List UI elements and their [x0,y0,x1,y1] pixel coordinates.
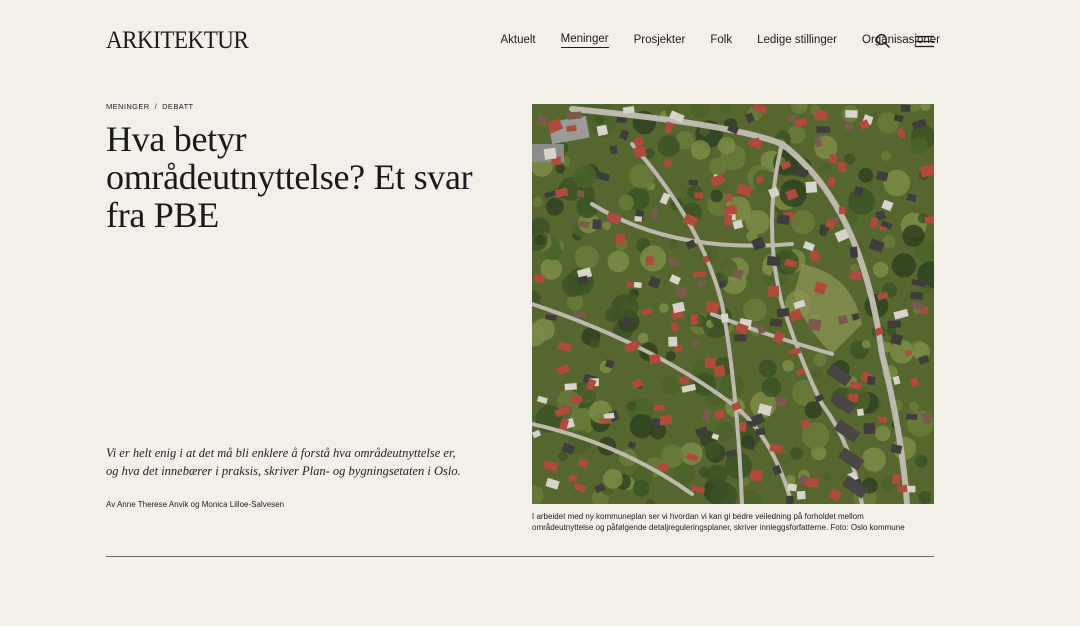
breadcrumb [106,102,194,111]
nav-item-ledige-stillinger[interactable]: Ledige stillinger [757,33,838,46]
nav-item-aktuelt[interactable]: Aktuelt [500,33,536,46]
aerial-photo-illustration [532,104,934,504]
site-logo[interactable]: ARKITEKTUR [106,27,249,54]
article-lead: Vi er helt enig i at det må bli enklere å forstå hva områdeutnyttelse er, og hva det innebærer i praksis, skriver Plan- og bygningsetaten i Oslo. [106,446,461,478]
article-aerial-photo [532,104,934,504]
breadcrumb-section[interactable]: MENINGER [106,102,150,111]
nav-item-meninger[interactable]: Meninger [561,33,609,48]
main-nav [475,33,940,48]
nav-item-folk[interactable]: Folk [710,33,733,46]
divider [106,556,934,557]
image-caption: I arbeidet med ny kommuneplan ser vi hvordan vi kan gi bedre veiledning på forholdet mellom områdeutnyttelse og påfølgende detaljreguleringsplaner, skriver innleggsforfatterne. Foto: Oslo kommune [532,512,905,532]
breadcrumb-separator: / [154,102,158,111]
breadcrumb-subsection[interactable]: DEBATT [162,102,194,111]
article-byline: Av Anne Therese Anvik og Monica Lilloe-Salvesen [106,500,285,509]
nav-item-organisasjoner[interactable]: Organisasjoner [862,33,940,46]
search-icon[interactable] [875,33,891,49]
nav-item-prosjekter[interactable]: Prosjekter [633,33,686,46]
article-title: Hva betyr områdeutnyttelse? Et svar fra PBE [106,119,473,235]
hamburger-menu-icon[interactable] [915,35,934,48]
